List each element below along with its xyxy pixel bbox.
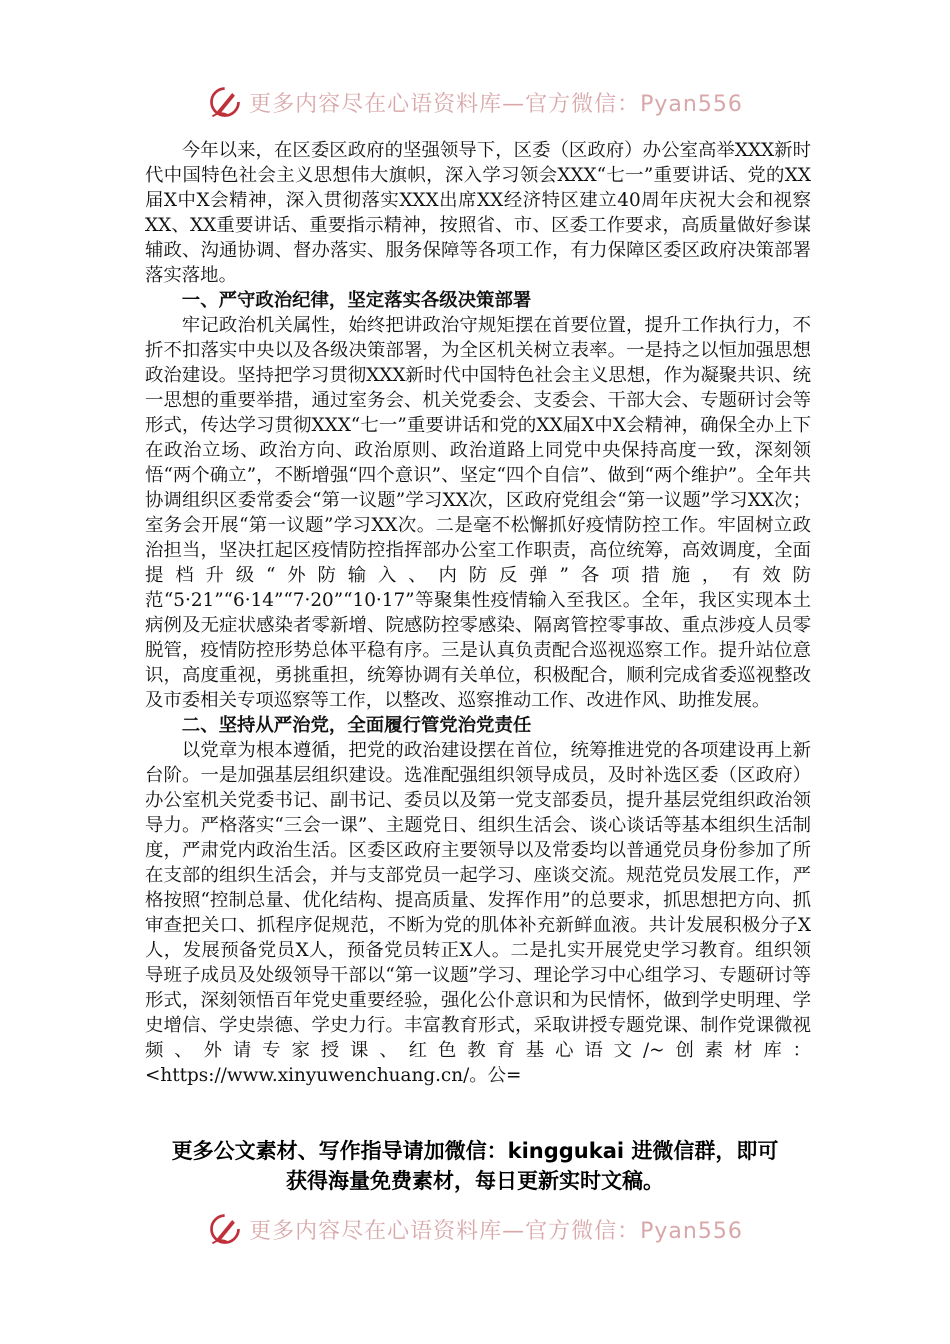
intro-paragraph: 今年以来，在区委区政府的坚强领导下，区委（区政府）办公室高举XXX新时代中国特色社会主义思想伟大旗帜，深入学习领会XXX“七一”重要讲话、党的XX届X中X会精神，深入贯彻落实XXX出席XX经济特区建立40周年庆祝大会和视察XX、XX重要讲话、重要指示精神，按照省、市、区委工作要求，高质量做好参谋辅政、沟通协调、督办落实、服务保障等各项工作，有力保障区委区政府决策部署落实落地。	[145, 140, 811, 286]
pen-swirl-logo-icon	[207, 1211, 243, 1247]
section1-heading: 一、严守政治纪律，坚定落实各级决策部署	[181, 290, 532, 311]
banner-text: 更多内容尽在心语资料库—官方微信：Pyan556	[249, 91, 743, 117]
footer-watermark-banner	[0, 1209, 950, 1249]
promo-notice	[90, 1136, 860, 1196]
promo-line-1: 更多公文素材、写作指导请加微信：kinggukai 进微信群，即可	[171, 1139, 779, 1163]
promo-line-2: 获得海量免费素材，每日更新实时文稿。	[286, 1169, 664, 1193]
section2-paragraph: 以党章为根本遵循，把党的政治建设摆在首位，统筹推进党的各项建设再上新台阶。一是加强基层组织建设。选准配强组织领导成员，及时补选区委（区政府）办公室机关党委书记、副书记、委员以及第一党支部委员，提升基层党组织政治领导力。严格落实“三会一课”、主题党日、组织生活会、谈心谈话等基本组织生活制度，严肃党内政治生活。区委区政府主要领导以及常委均以普通党员身份参加了所在支部的组织生活会，并与支部党员一起学习、座谈交流。规范党员发展工作，严格按照“控制总量、优化结构、提高质量、发挥作用”的总要求，抓思想把方向、抓审查把关口、抓程序促规范，不断为党的肌体补充新鲜血液。共计发展积极分子X人，发展预备党员X人，预备党员转正X人。二是扎实开展党史学习教育。组织领导班子成员及处级领导干部以“第一议题”学习、理论学习中心组学习、专题研讨等形式，深刻领悟百年党史重要经验，强化公仆意识和为民情怀，做到学史明理、学史增信、学史崇德、学史力行。丰富教育形式，采取讲授专题党课、制作党课微视频、外请专家授课、红色教育基心语文/~创素材库：<https://www.xinyuwenchuang.cn/。公=	[145, 740, 811, 1086]
pen-swirl-logo-icon	[207, 84, 243, 120]
banner-inner	[207, 84, 743, 120]
header-watermark-banner	[0, 82, 950, 122]
banner-text: 更多内容尽在心语资料库—官方微信：Pyan556	[249, 1218, 743, 1244]
document-body	[145, 138, 811, 1088]
section2-heading: 二、坚持从严治党，全面履行管党治党责任	[181, 715, 532, 736]
section1-paragraph: 牢记政治机关属性，始终把讲政治守规矩摆在首要位置，提升工作执行力，不折不扣落实中央以及各级决策部署，为全区机关树立表率。一是持之以恒加强思想政治建设。坚持把学习贯彻XXX新时代中国特色社会主义思想，作为凝聚共识、统一思想的重要举措，通过室务会、机关党委会、支委会、干部大会、专题研讨会等形式，传达学习贯彻XXX“七一”重要讲话和党的XX届X中X会精神，确保全办上下在政治立场、政治方向、政治原则、政治道路上同党中央保持高度一致，深刻领悟“两个确立”，不断增强“四个意识”、坚定“四个自信”、做到“两个维护”。全年共协调组织区委常委会“第一议题”学习XX次，区政府党组会“第一议题”学习XX次；室务会开展“第一议题”学习XX次。二是毫不松懈抓好疫情防控工作。牢固树立政治担当，坚决扛起区疫情防控指挥部办公室工作职责，高位统筹，高效调度，全面提档升级“外防输入、内防反弹”各项措施，有效防范“5·21”“6·14”“7·20”“10·17”等聚集性疫情输入至我区。全年，我区实现本土病例及无症状感染者零新增、院感防控零感染、隔离管控零事故、重点涉疫人员零脱管，疫情防控形势总体平稳有序。三是认真负责配合巡视巡察工作。提升站位意识，高度重视，勇挑重担，统筹协调有关单位，积极配合，顺利完成省委巡视整改及市委相关专项巡察等工作，以整改、巡察推动工作、改进作风、助推发展。	[145, 315, 811, 711]
banner-inner	[207, 1211, 743, 1247]
